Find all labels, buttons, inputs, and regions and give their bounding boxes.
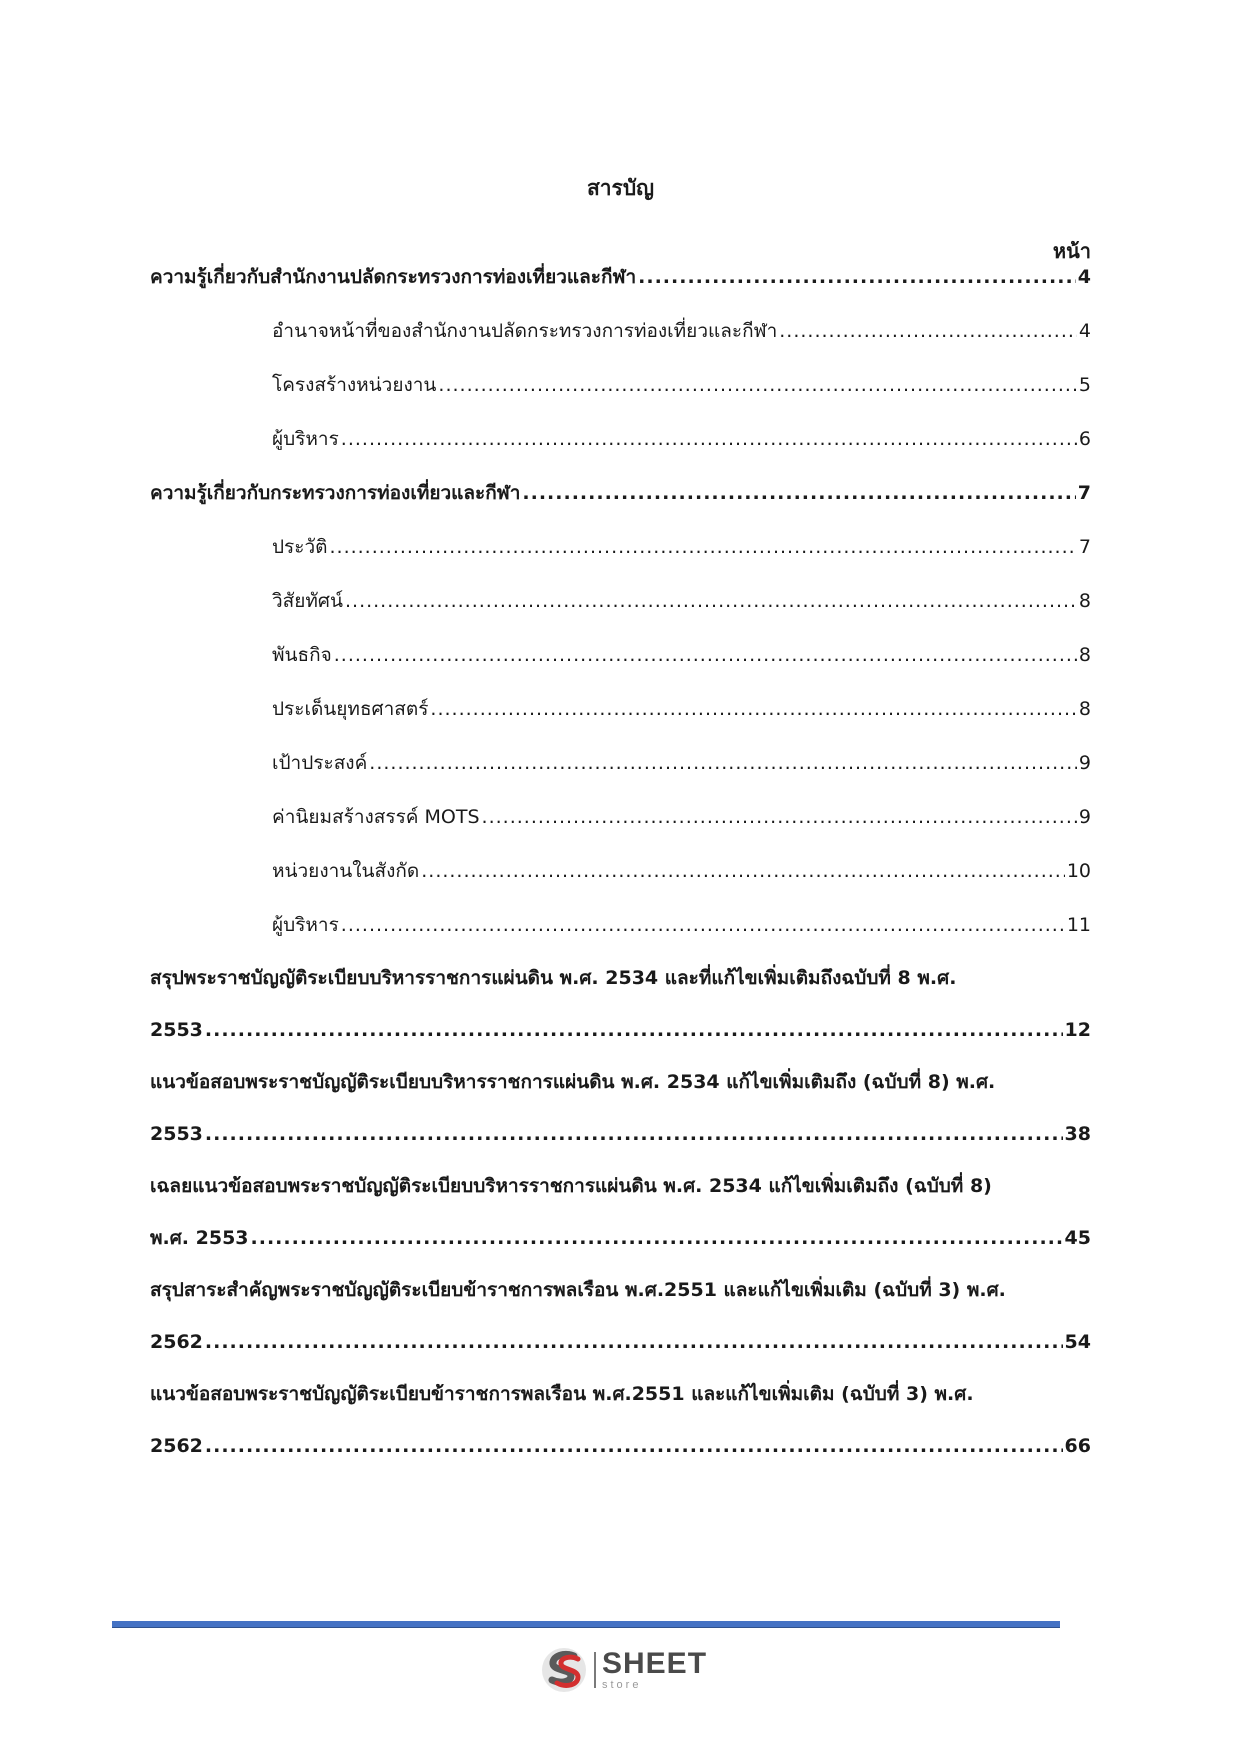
toc-entry-text: เฉลยแนวข้อสอบพระราชบัญญัติระเบียบบริหารราชการแผ่นดิน พ.ศ. 2534 แก้ไขเพิ่มเติมถึง (ฉบับที่ 8) [150, 1175, 992, 1197]
sheet-store-logo-mark [540, 1645, 592, 1695]
toc-entry[interactable] [272, 373, 1091, 397]
dot-leader [341, 913, 1065, 937]
dot-leader [205, 1018, 1063, 1042]
logo-subword: store [602, 1679, 642, 1691]
toc-entry[interactable] [272, 913, 1091, 937]
toc-entry-text: ผู้บริหาร [272, 428, 339, 450]
dot-leader [205, 1122, 1063, 1146]
dot-leader [430, 697, 1076, 721]
toc-entry[interactable] [272, 697, 1091, 721]
toc-entry-page: 9 [1078, 806, 1091, 828]
toc-entry-text: ความรู้เกี่ยวกับกระทรวงการท่องเที่ยวและกีฬา [150, 482, 521, 504]
toc-entry-page: 38 [1064, 1123, 1091, 1145]
dot-leader [482, 805, 1077, 829]
toc-entry-text: ความรู้เกี่ยวกับสำนักงานปลัดกระทรวงการท่องเที่ยวและกีฬา [150, 266, 637, 288]
toc-entry-text-cont: พ.ศ. 2553 [150, 1227, 249, 1249]
toc-entry-text: อำนาจหน้าที่ของสำนักงานปลัดกระทรวงการท่องเที่ยวและกีฬา [272, 320, 778, 342]
toc-entry[interactable] [272, 589, 1091, 613]
toc-entry[interactable] [272, 859, 1091, 883]
toc-entry-text-cont: 2553 [150, 1123, 203, 1145]
toc-entry-page: 8 [1078, 644, 1091, 666]
toc-entry-page: 10 [1066, 860, 1091, 882]
toc-entry-page: 5 [1078, 374, 1091, 396]
dot-leader [779, 319, 1077, 343]
logo-separator [594, 1652, 596, 1688]
toc-entry-text: ประวัติ [272, 536, 328, 558]
toc-entry-page: 8 [1078, 590, 1091, 612]
logo-wordmark [602, 1649, 707, 1691]
dot-leader [205, 1330, 1063, 1354]
toc-entry-page: 4 [1077, 266, 1091, 288]
toc-entry-text: แนวข้อสอบพระราชบัญญัติระเบียบบริหารราชการแผ่นดิน พ.ศ. 2534 แก้ไขเพิ่มเติมถึง (ฉบับที่ 8) พ.ศ. [150, 1071, 996, 1093]
sheet-store-logo [540, 1645, 720, 1695]
toc-title: สารบัญ [586, 176, 655, 200]
toc-entry-page: 7 [1077, 482, 1091, 504]
toc-entry-text: พันธกิจ [272, 644, 332, 666]
toc-entry-page: 6 [1078, 428, 1091, 450]
dot-leader [369, 751, 1077, 775]
toc-entry-text-cont: 2553 [150, 1019, 203, 1041]
dot-leader [334, 643, 1077, 667]
logo-word: SHEET [602, 1647, 708, 1680]
toc-entry-text: สรุปพระราชบัญญัติระเบียบบริหารราชการแผ่นดิน พ.ศ. 2534 และที่แก้ไขเพิ่มเติมถึงฉบับที่ 8 พ.ศ. [150, 967, 957, 989]
toc-entry-multiline[interactable] [150, 1278, 1091, 1354]
toc-entry-page: 11 [1066, 914, 1091, 936]
toc-entry[interactable] [150, 481, 1091, 505]
toc-entry-multiline[interactable] [150, 1382, 1091, 1458]
toc-entry-text-cont: 2562 [150, 1331, 203, 1353]
toc-entry-multiline[interactable] [150, 966, 1091, 1042]
toc-entry-text: ผู้บริหาร [272, 914, 339, 936]
toc-entry-page: 9 [1078, 752, 1091, 774]
toc-entry-page: 12 [1064, 1019, 1091, 1041]
toc-entry[interactable] [150, 265, 1091, 289]
toc-entry[interactable] [272, 427, 1091, 451]
toc-entry[interactable] [272, 805, 1091, 829]
toc-entry-text: ประเด็นยุทธศาสตร์ [272, 698, 429, 720]
toc-entry-multiline[interactable] [150, 1174, 1091, 1250]
dot-leader [638, 265, 1076, 289]
toc-entry-text: ค่านิยมสร้างสรรค์ MOTS [272, 806, 480, 828]
toc-entry-text-cont: 2562 [150, 1435, 203, 1457]
footer-rule [112, 1621, 1060, 1628]
toc-entry-page: 4 [1078, 320, 1091, 342]
toc-entry-page: 7 [1078, 536, 1091, 558]
toc-entry-page: 8 [1078, 698, 1091, 720]
toc-entry-text: วิสัยทัศน์ [272, 590, 343, 612]
toc-entry[interactable] [272, 643, 1091, 667]
toc-entry-text: แนวข้อสอบพระราชบัญญัติระเบียบข้าราชการพลเรือน พ.ศ.2551 และแก้ไขเพิ่มเติม (ฉบับที่ 3) พ.ศ. [150, 1383, 974, 1405]
dot-leader [421, 859, 1065, 883]
dot-leader [251, 1226, 1063, 1250]
toc-entry-multiline[interactable] [150, 1070, 1091, 1146]
toc-entry[interactable] [272, 535, 1091, 559]
toc-entry-page: 45 [1064, 1227, 1091, 1249]
dot-leader [522, 481, 1075, 505]
toc-entry[interactable] [272, 751, 1091, 775]
toc-entry-page: 66 [1064, 1435, 1091, 1457]
toc-entry-text: เป้าประสงค์ [272, 752, 368, 774]
dot-leader [341, 427, 1077, 451]
dot-leader [205, 1434, 1063, 1458]
toc-entry-page: 54 [1064, 1331, 1091, 1353]
toc-entry[interactable] [272, 319, 1091, 343]
toc-entry-text: สรุปสาระสำคัญพระราชบัญญัติระเบียบข้าราชการพลเรือน พ.ศ.2551 และแก้ไขเพิ่มเติม (ฉบับที่ 3) พ.ศ. [150, 1279, 1006, 1301]
page-column-label: หน้า [1052, 239, 1091, 263]
toc-entry-text: หน่วยงานในสังกัด [272, 860, 420, 882]
toc-entry-text: โครงสร้างหน่วยงาน [272, 374, 437, 396]
dot-leader [438, 373, 1077, 397]
dot-leader [329, 535, 1076, 559]
dot-leader [345, 589, 1077, 613]
